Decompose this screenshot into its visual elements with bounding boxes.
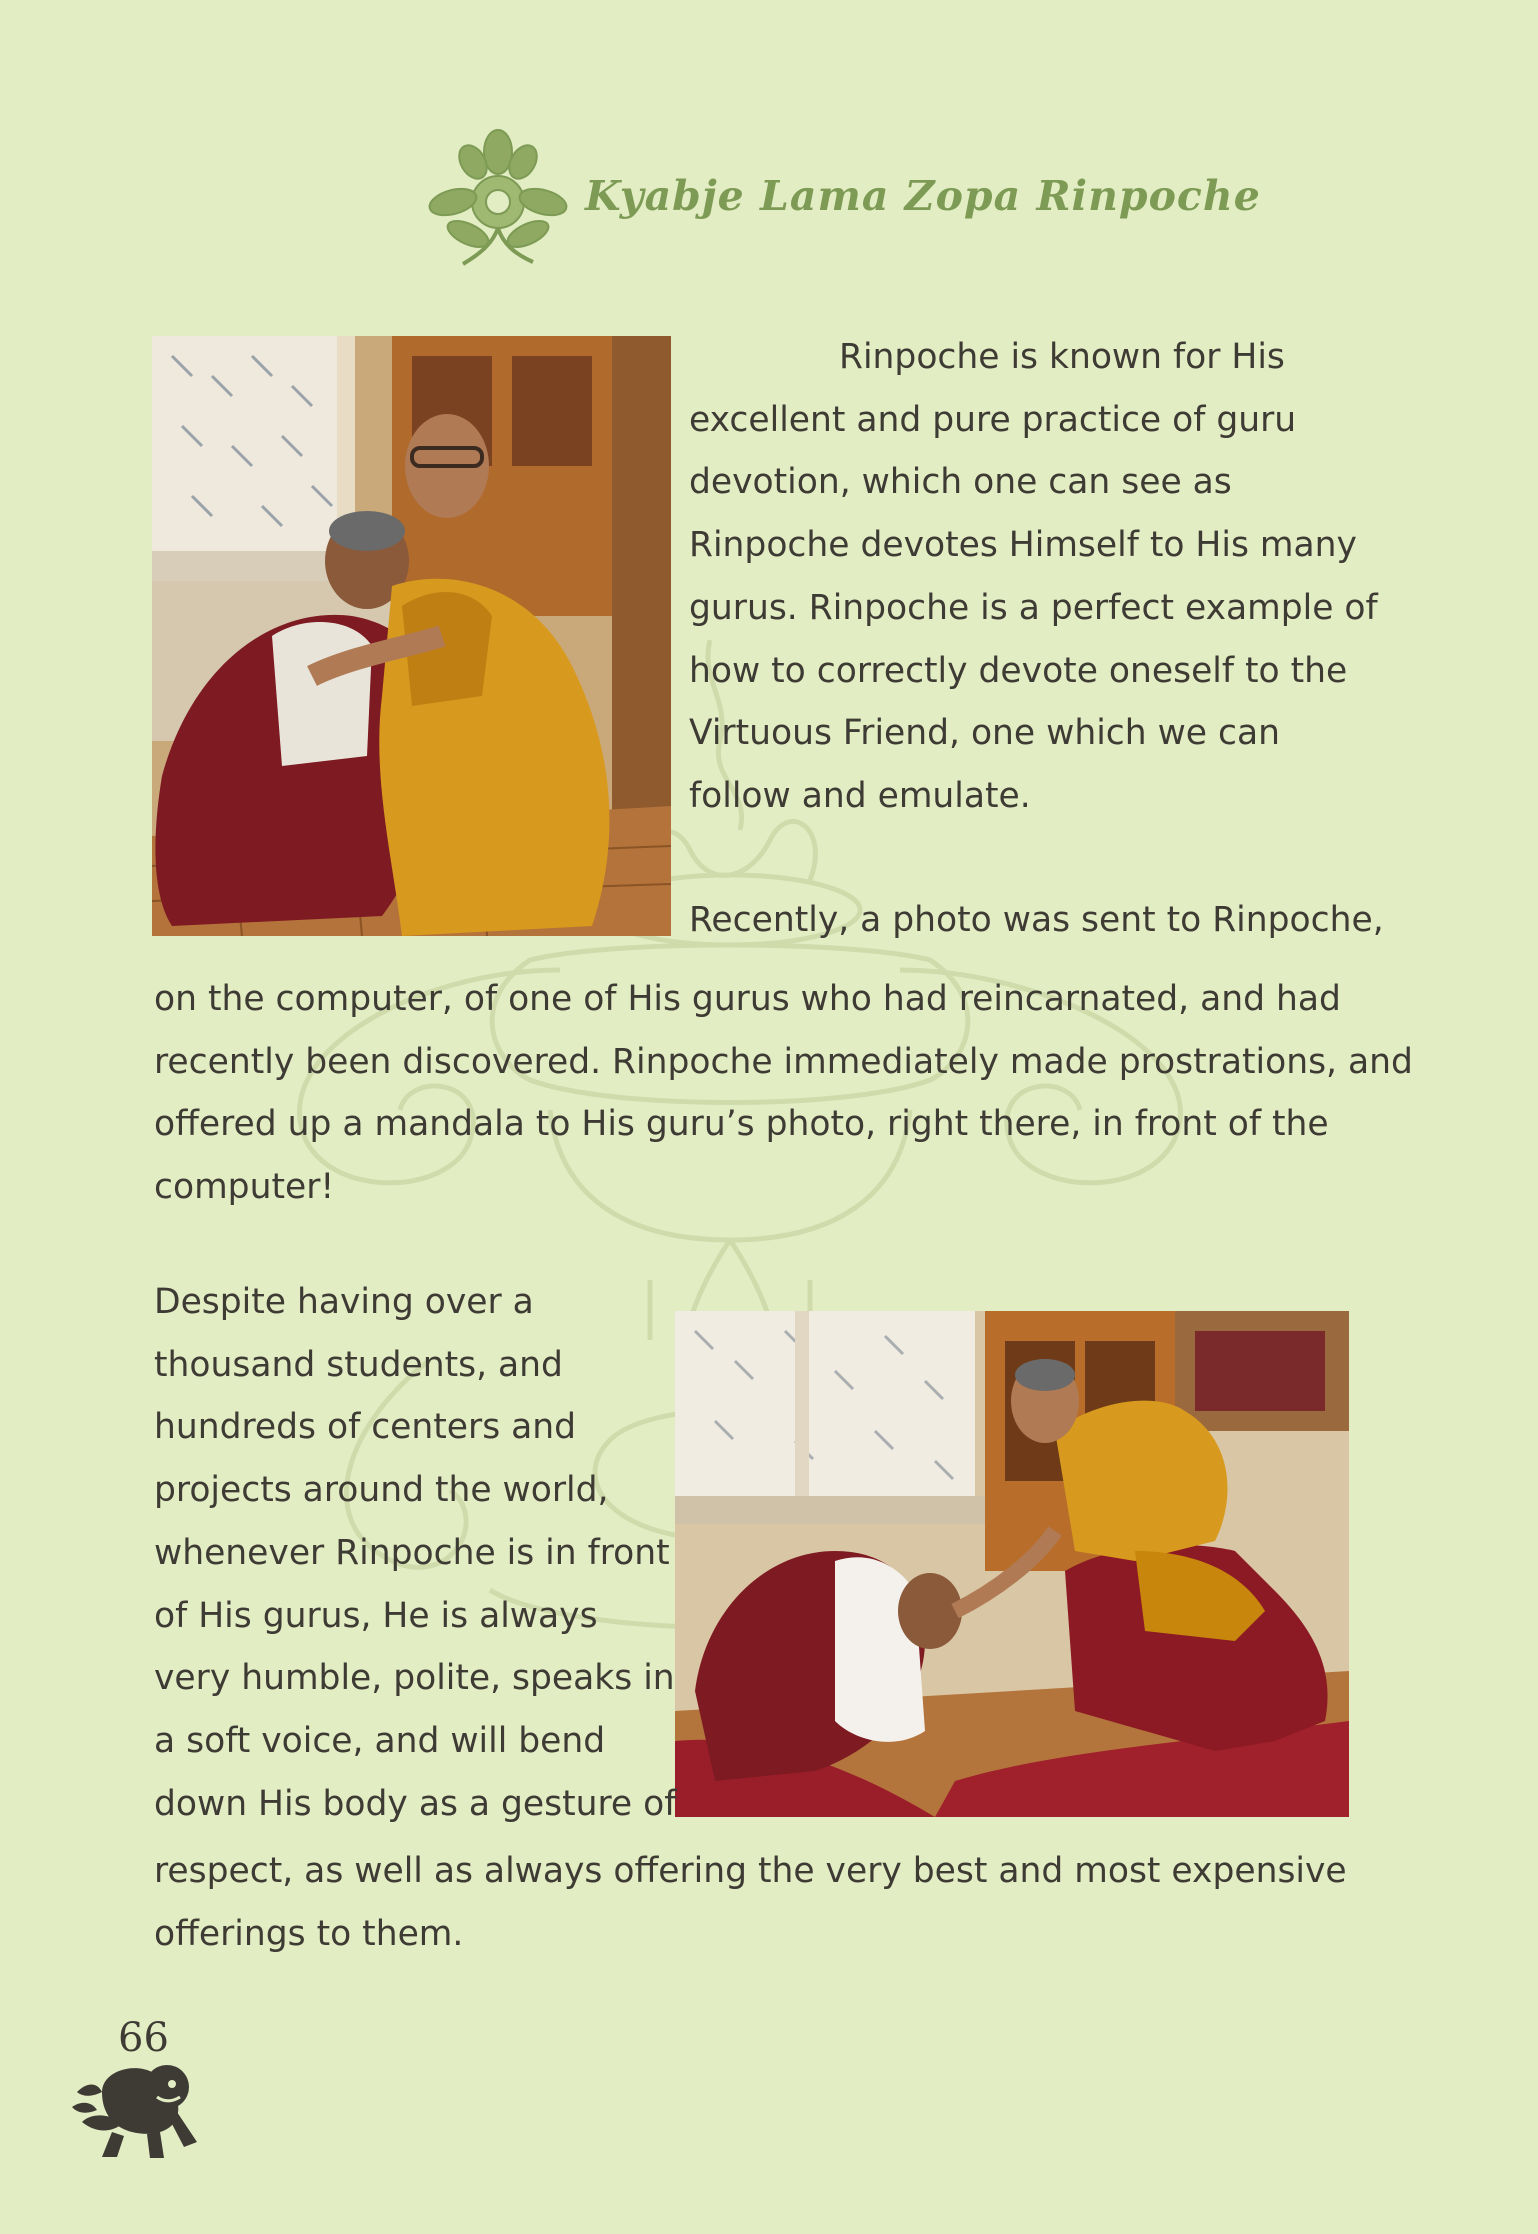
text-line: hundreds of centers and (154, 1407, 577, 1448)
text-line: devotion, which one can see as (689, 462, 1232, 503)
text-line: on the computer, of one of His gurus who had reincarnated, and had (154, 979, 1341, 1019)
text-line: Rinpoche devotes Himself to His many (689, 525, 1357, 566)
paragraph-humility-end (154, 1840, 1347, 1965)
text-line: offered up a mandala to His guru’s photo, right there, in front of the (154, 1104, 1329, 1145)
text-line: offerings to them. (154, 1913, 464, 1954)
text-line: a soft voice, and will bend (154, 1720, 606, 1761)
text-line: excellent and pure practice of guru (689, 399, 1297, 440)
snow-lion-icon (72, 2052, 212, 2162)
text-line: follow and emulate. (689, 775, 1031, 816)
paragraph-photo-story-start (689, 889, 1384, 952)
text-line: Despite having over a (154, 1282, 534, 1322)
photo-rinpoche-with-guru (152, 336, 671, 936)
text-line: recently been discovered. Rinpoche immediately made prostrations, and (154, 1041, 1413, 1082)
paragraph-humility (154, 1271, 676, 1835)
lotus-flower-icon (423, 122, 573, 270)
text-line: Recently, a photo was sent to Rinpoche, (689, 900, 1384, 940)
paragraph-guru-devotion (689, 326, 1378, 828)
text-line: how to correctly devote oneself to the (689, 650, 1348, 691)
text-line: computer! (154, 1167, 335, 1208)
text-line: gurus. Rinpoche is a perfect example of (689, 587, 1378, 628)
page-number: 66 (118, 2015, 169, 2061)
page-title: Kyabje Lama Zopa Rinpoche (585, 172, 1261, 220)
photo-rinpoche-bowing (675, 1311, 1349, 1817)
text-line: whenever Rinpoche is in front (154, 1532, 670, 1573)
text-line: Virtuous Friend, one which we can (689, 713, 1280, 754)
text-line: thousand students, and (154, 1344, 563, 1385)
text-line: Rinpoche is known for His (839, 337, 1285, 377)
paragraph-photo-story (154, 968, 1413, 1219)
text-line: of His gurus, He is always (154, 1595, 598, 1636)
text-line: projects around the world, (154, 1470, 609, 1511)
text-line: down His body as a gesture of (154, 1783, 677, 1824)
text-line: respect, as well as always offering the very best and most expensive (154, 1851, 1347, 1891)
text-line: very humble, polite, speaks in (154, 1658, 675, 1699)
